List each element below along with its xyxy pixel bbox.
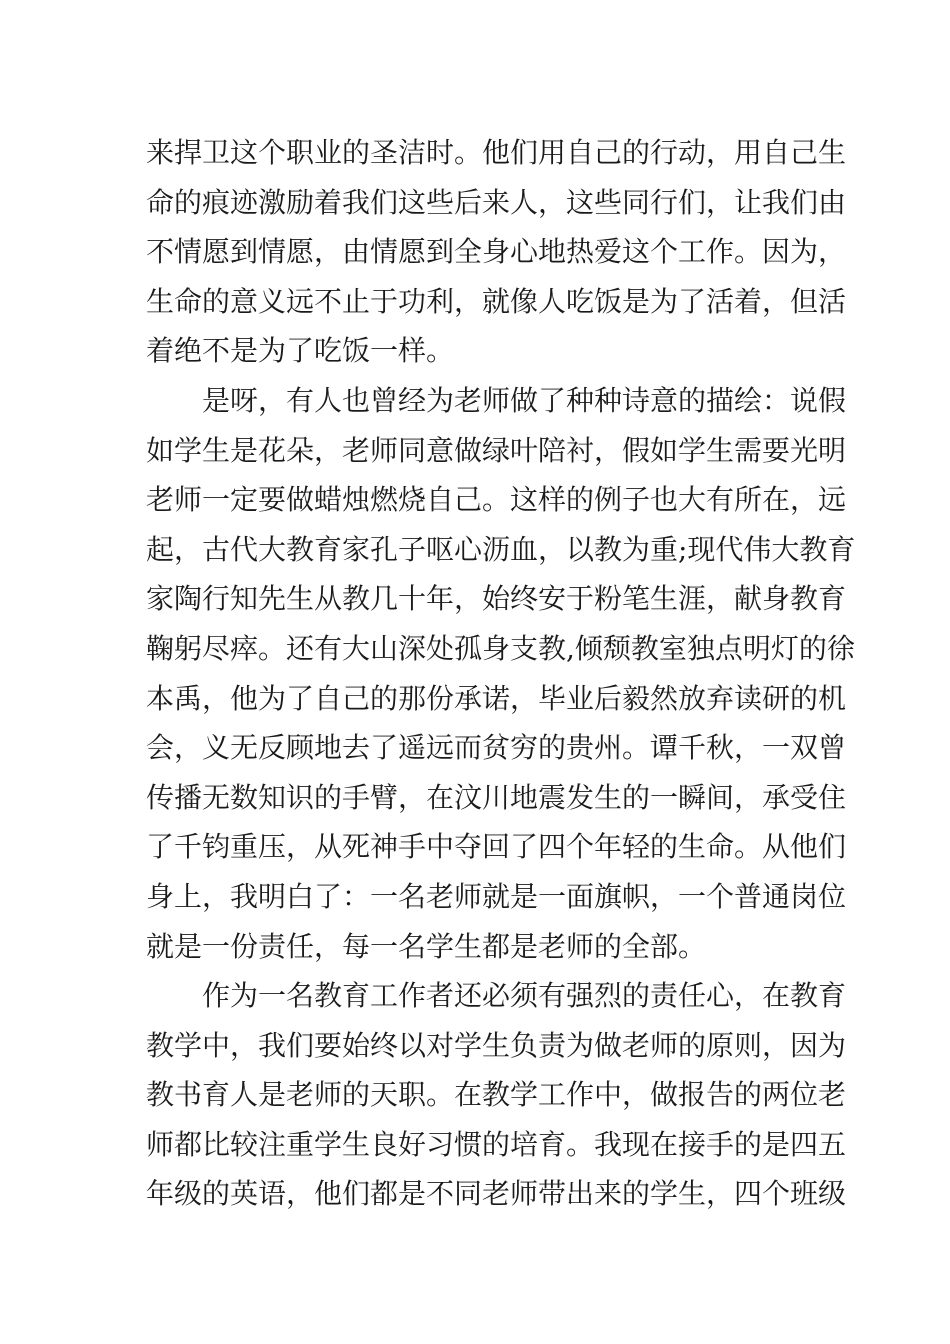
text-line: 身上，我明白了：一名老师就是一面旗帜，一个普通岗位 bbox=[146, 879, 847, 913]
text-line: 年级的英语，他们都是不同老师带出来的学生，四个班级 bbox=[146, 1177, 847, 1211]
text-line: 不情愿到情愿，由情愿到全身心地热爱这个工作。因为， bbox=[146, 235, 847, 269]
paragraph-2 bbox=[146, 376, 856, 971]
text-line: 如学生是花朵，老师同意做绿叶陪衬，假如学生需要光明 bbox=[146, 433, 847, 467]
text-line: 传播无数知识的手臂，在汶川地震发生的一瞬间，承受住 bbox=[146, 780, 847, 814]
text-line: 来捍卫这个职业的圣洁时。他们用自己的行动，用自己生 bbox=[146, 136, 847, 169]
text-line: 就是一份责任，每一名学生都是老师的全部。 bbox=[146, 929, 707, 963]
text-line: 教学中，我们要始终以对学生负责为做老师的原则，因为 bbox=[146, 1028, 847, 1062]
text-line: 着绝不是为了吃饭一样。 bbox=[146, 334, 455, 368]
text-line: 命的痕迹激励着我们这些后来人，这些同行们，让我们由 bbox=[146, 185, 847, 219]
text-line: 是呀，有人也曾经为老师做了种种诗意的描绘：说假 bbox=[202, 383, 847, 417]
text-line: 了千钧重压，从死神手中夺回了四个年轻的生命。从他们 bbox=[146, 830, 847, 864]
text-line: 鞠躬尽瘁。还有大山深处孤身支教,倾颓教室独点明灯的徐 bbox=[146, 631, 855, 665]
text-line: 老师一定要做蜡烛燃烧自己。这样的例子也大有所在，远 bbox=[146, 483, 847, 517]
text-line: 生命的意义远不止于功利，就像人吃饭是为了活着，但活 bbox=[146, 284, 847, 318]
text-line: 起，古代大教育家孔子呕心沥血，以教为重;现代伟大教育 bbox=[146, 532, 856, 566]
text-line: 作为一名教育工作者还必须有强烈的责任心，在教育 bbox=[202, 979, 847, 1013]
text-line: 教书育人是老师的天职。在教学工作中，做报告的两位老 bbox=[146, 1078, 847, 1112]
text-line: 师都比较注重学生良好习惯的培育。我现在接手的是四五 bbox=[146, 1127, 847, 1161]
text-line: 本禹，他为了自己的那份承诺，毕业后毅然放弃读研的机 bbox=[146, 681, 847, 715]
document-body bbox=[146, 128, 856, 1219]
paragraph-3 bbox=[146, 971, 847, 1219]
text-line: 会，义无反顾地去了遥远而贫穷的贵州。谭千秋，一双曾 bbox=[146, 731, 847, 765]
text-line: 家陶行知先生从教几十年，始终安于粉笔生涯，献身教育 bbox=[146, 582, 847, 616]
paragraph-1 bbox=[146, 128, 847, 376]
